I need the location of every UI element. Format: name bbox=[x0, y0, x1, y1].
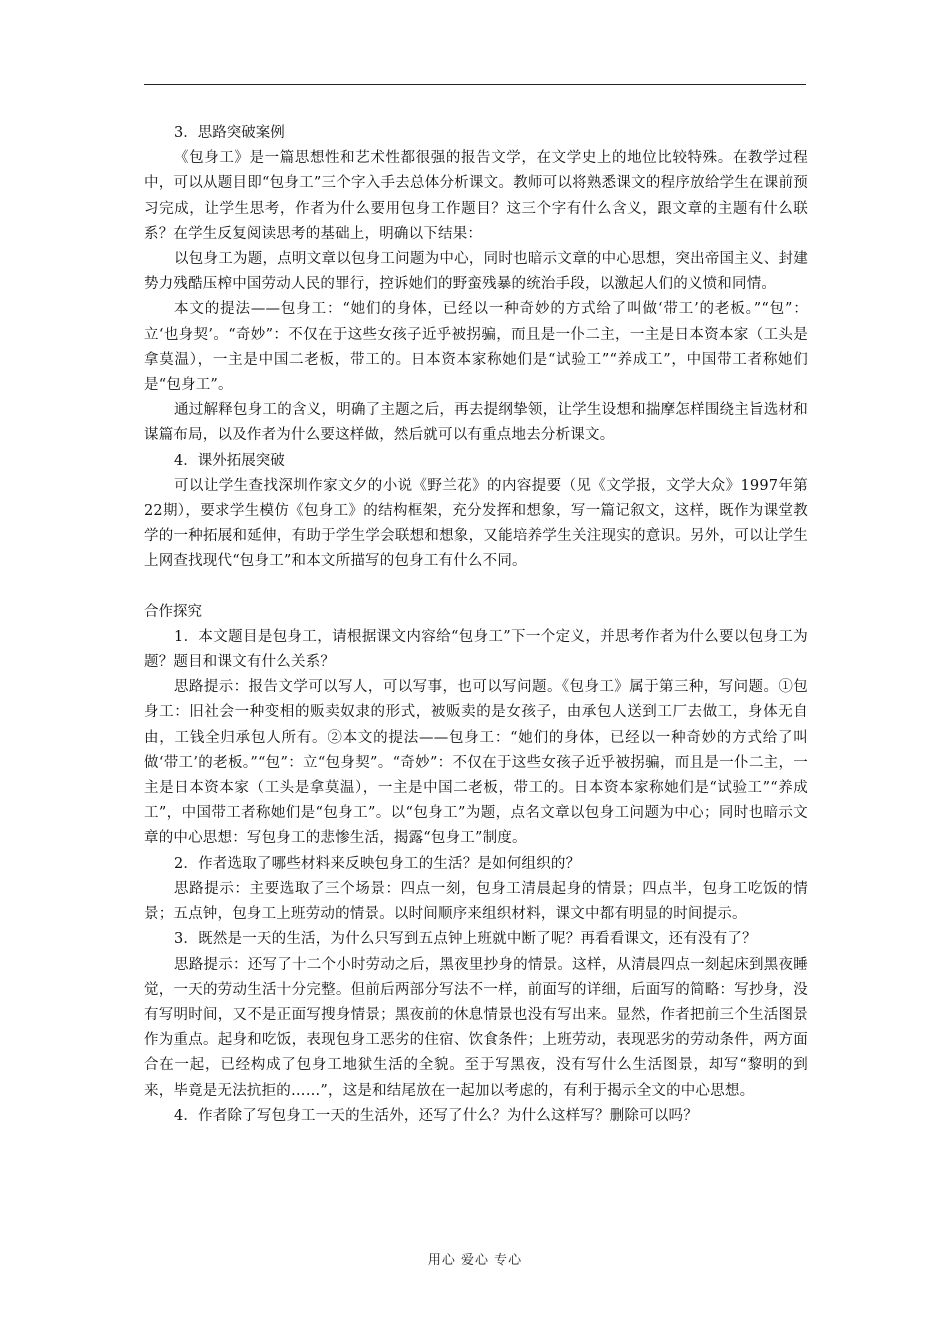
section-title-cooperative-inquiry: 合作探究 bbox=[144, 603, 202, 620]
answer-hint: 思路提示：报告文学可以写人，可以写事，也可以写问题。《包身工》属于第三种，写问题。①包身工：旧社会一种变相的贩卖奴隶的形式，被贩卖的是女孩子，由承包人送到工厂去做工，身体无自由，工钱全归承包人所有。②本文的提法——包身工：“她们的身体，已经以一种奇妙的方式给了叫做‘带工’的老板。”“包”：立“包身契”。“奇妙”：不仅在于这些女孩子近乎被拐骗，而且是一仆二主，一主是日本资本家（工头是拿莫温），一主是中国二老板，带工的。日本资本家称她们是“试验工”“养成工”，中国带工者称她们是“包身工”。以“包身工”为题，点名文章以包身工问题为中心；同时也暗示文章的中心思想：写包身工的悲惨生活，揭露“包身工”制度。 bbox=[144, 679, 808, 847]
paragraph: 通过解释包身工的含义，明确了主题之后，再去提纲挚领，让学生设想和揣摩怎样围绕主旨选材和谋篇布局，以及作者为什么要这样做，然后就可以有重点地去分析课文。 bbox=[144, 402, 808, 444]
paragraph: 《包身工》是一篇思想性和艺术性都很强的报告文学，在文学史上的地位比较特殊。在教学过程中，可以从题目即“包身工”三个字入手去总体分析课文。教师可以将熟悉课文的程序放给学生在课前预习完成，让学生思考，作者为什么要用包身工作题目？这三个字有什么含义，跟文章的主题有什么联系？在学生反复阅读思考的基础上，明确以下结果： bbox=[144, 150, 808, 242]
document-body bbox=[144, 121, 808, 1129]
paragraph: 可以让学生查找深圳作家文夕的小说《野兰花》的内容提要（见《文学报，文学大众》1997年第22期），要求学生模仿《包身工》的结构框架，充分发挥和想象，写一篇记叙文，这样，既作为课堂教学的一种拓展和延伸，有助于学生学会联想和想象，又能培养学生关注现实的意识。另外，可以让学生上网查找现代“包身工”和本文所描写的包身工有什么不同。 bbox=[144, 477, 808, 570]
question-item: 1．本文题目是包身工，请根据课文内容给“包身工”下一个定义，并思考作者为什么要以包身工为题？题目和课文有什么关系？ bbox=[144, 628, 808, 671]
header-rule bbox=[144, 84, 806, 85]
answer-hint: 思路提示：还写了十二个小时劳动之后，黑夜里抄身的情景。这样，从清晨四点一刻起床到黑夜睡觉，一天的劳动生活十分完整。但前后两部分写法不一样，前面写的详细，后面写的简略：写抄身，没有写明时间，又不是正面写搜身情景；黑夜前的休息情景也没有写出来。显然，作者把前三个生活图景作为重点。起身和吃饭，表现包身工恶劣的住宿、饮食条件；上班劳动，表现恶劣的劳动条件，两方面合在一起，已经构成了包身工地狱生活的全貌。至于写黑夜，没有写什么生活图景，却写“黎明的到来，毕竟是无法抗拒的……”，这是和结尾放在一起加以考虑的，有利于揭示全文的中心思想。 bbox=[144, 956, 808, 1099]
page-footer: 用心 爱心 专心 bbox=[427, 1253, 523, 1268]
question-item: 4．作者除了写包身工一天的生活外，还写了什么？为什么这样写？删除可以吗？ bbox=[174, 1107, 698, 1124]
section-gap bbox=[144, 575, 808, 600]
answer-hint: 思路提示：主要选取了三个场景：四点一刻，包身工清晨起身的情景；四点半，包身工吃饭的情景；五点钟，包身工上班劳动的情景。以时间顺序来组织材料，课文中都有明显的时间提示。 bbox=[144, 880, 808, 923]
section-heading-thinking-breakthrough: 3．思路突破案例 bbox=[174, 125, 285, 141]
paragraph: 以包身工为题，点明文章以包身工问题为中心，同时也暗示文章的中心思想，突出帝国主义、封建势力残酷压榨中国劳动人民的罪行，控诉她们的野蛮残暴的统治手段，以激起人们的义愤和同情。 bbox=[144, 251, 808, 293]
question-item: 3．既然是一天的生活，为什么只写到五点钟上班就中断了呢？再看看课文，还有没有了？ bbox=[174, 931, 757, 948]
paragraph: 本文的提法——包身工：“她们的身体，已经以一种奇妙的方式给了叫做‘带工’的老板。”“包”：立‘也身契’。“奇妙”：不仅在于这些女孩子近乎被拐骗，而且是一仆二主，一主是日本资本家（工头是拿莫温），一主是中国二老板，带工的。日本资本家称她们是“试验工”“养成工”，中国带工者称她们是“包身工”。 bbox=[144, 301, 808, 394]
question-item: 2．作者选取了哪些材料来反映包身工的生活？是如何组织的？ bbox=[174, 855, 581, 872]
section-heading-extension: 4．课外拓展突破 bbox=[174, 452, 285, 469]
